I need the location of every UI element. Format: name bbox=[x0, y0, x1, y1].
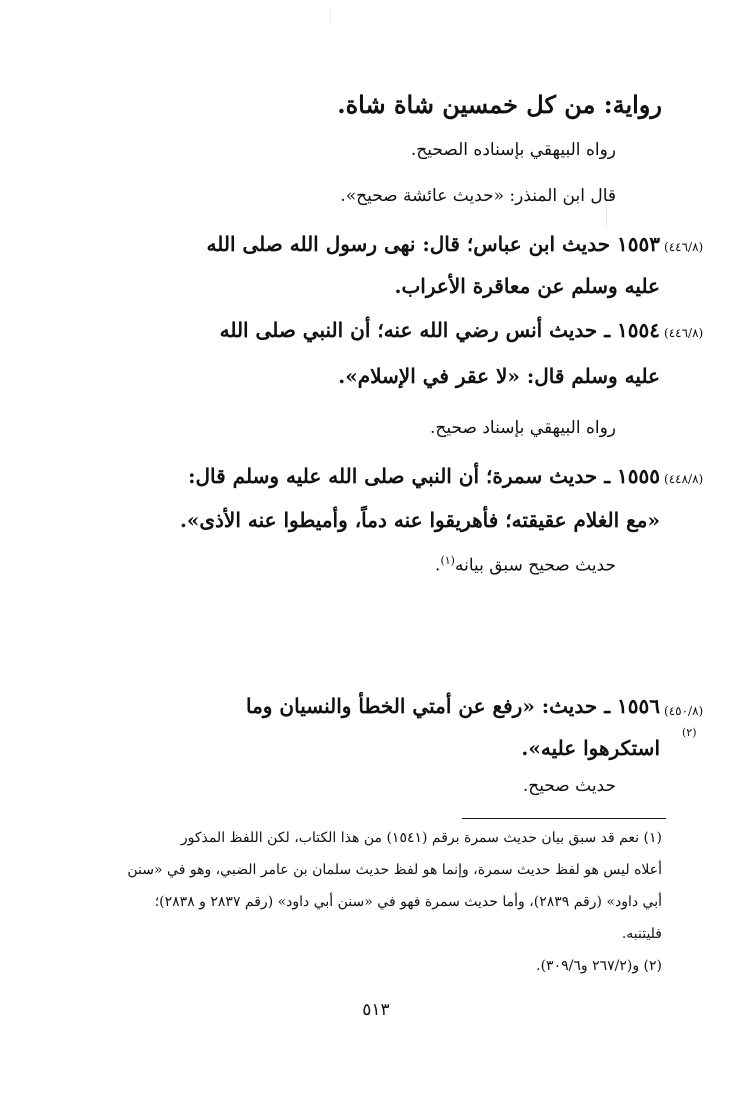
text-line: قال ابن المنذر: «حديث عائشة صحيح». bbox=[340, 186, 616, 206]
text-line: حديث صحيح. bbox=[522, 776, 616, 796]
page-number: ٥١٣ bbox=[362, 1000, 390, 1020]
hadith-1554-line1: ١٥٥٤ ـ حديث أنس رضي الله عنه؛ أن النبي صلى الله bbox=[219, 318, 660, 342]
footnote-marker: (٢) bbox=[682, 726, 697, 739]
hadith-1554-line2: عليه وسلم قال: «لا عقر في الإسلام». bbox=[338, 364, 660, 388]
margin-reference: (٤٥٠/٨) bbox=[664, 704, 704, 718]
text-line bbox=[435, 554, 616, 576]
footnote-1-line3: أبي داود» (رقم ٢٨٣٩)، وأما حديث سمرة فهو في «سنن أبي داود» (رقم ٢٨٣٧ و ٢٨٣٨)؛ bbox=[154, 894, 662, 910]
footnote-marker: (١) bbox=[440, 554, 455, 567]
footnote-divider bbox=[462, 818, 666, 819]
footnote-1-line2: أعلاه ليس هو لفظ حديث سمرة، وإنما هو لفظ حديث سلمان بن عامر الضبي، وهو في «سنن bbox=[127, 862, 662, 878]
margin-reference: (٤٤٦/٨) bbox=[664, 326, 704, 340]
hadith-1556-line2: استكرهوا عليه». bbox=[521, 736, 660, 760]
hadith-1555-line2: «مع الغلام عقيقته؛ فأهريقوا عنه دماً، وأميطوا عنه الأذى». bbox=[179, 508, 660, 532]
hadith-1556-line1: ١٥٥٦ ـ حديث: «رفع عن أمتي الخطأ والنسيان وما bbox=[245, 694, 660, 718]
hadith-1553-line2: عليه وسلم عن معاقرة الأعراب. bbox=[394, 274, 660, 298]
text-line: رواية: من كل خمسين شاة شاة. bbox=[337, 90, 662, 119]
text-span: . bbox=[435, 555, 441, 576]
margin-reference: (٤٤٦/٨) bbox=[664, 240, 704, 254]
hadith-1553-line1: ١٥٥٣ حديث ابن عباس؛ قال: نهى رسول الله صلى الله bbox=[206, 232, 660, 256]
text-line: رواه البيهقي بإسناد صحيح. bbox=[430, 418, 616, 438]
margin-reference: (٤٤٨/٨) bbox=[664, 472, 704, 486]
footnote-1-line4: فليتنبه. bbox=[621, 926, 662, 942]
text-line: رواه البيهقي بإسناده الصحيح. bbox=[410, 140, 616, 160]
hadith-1555-line1: ١٥٥٥ ـ حديث سمرة؛ أن النبي صلى الله عليه وسلم قال: bbox=[188, 464, 660, 488]
scan-mark bbox=[330, 10, 331, 22]
text-span: حديث صحيح سبق بيانه bbox=[454, 555, 616, 576]
footnote-2: (٢) و(٢٦٧/٢ و٣٠٩/٦). bbox=[536, 958, 662, 974]
footnote-1-line1: (١) نعم قد سبق بيان حديث سمرة برقم (١٥٤١) من هذا الكتاب، لكن اللفظ المذكور bbox=[180, 830, 662, 846]
